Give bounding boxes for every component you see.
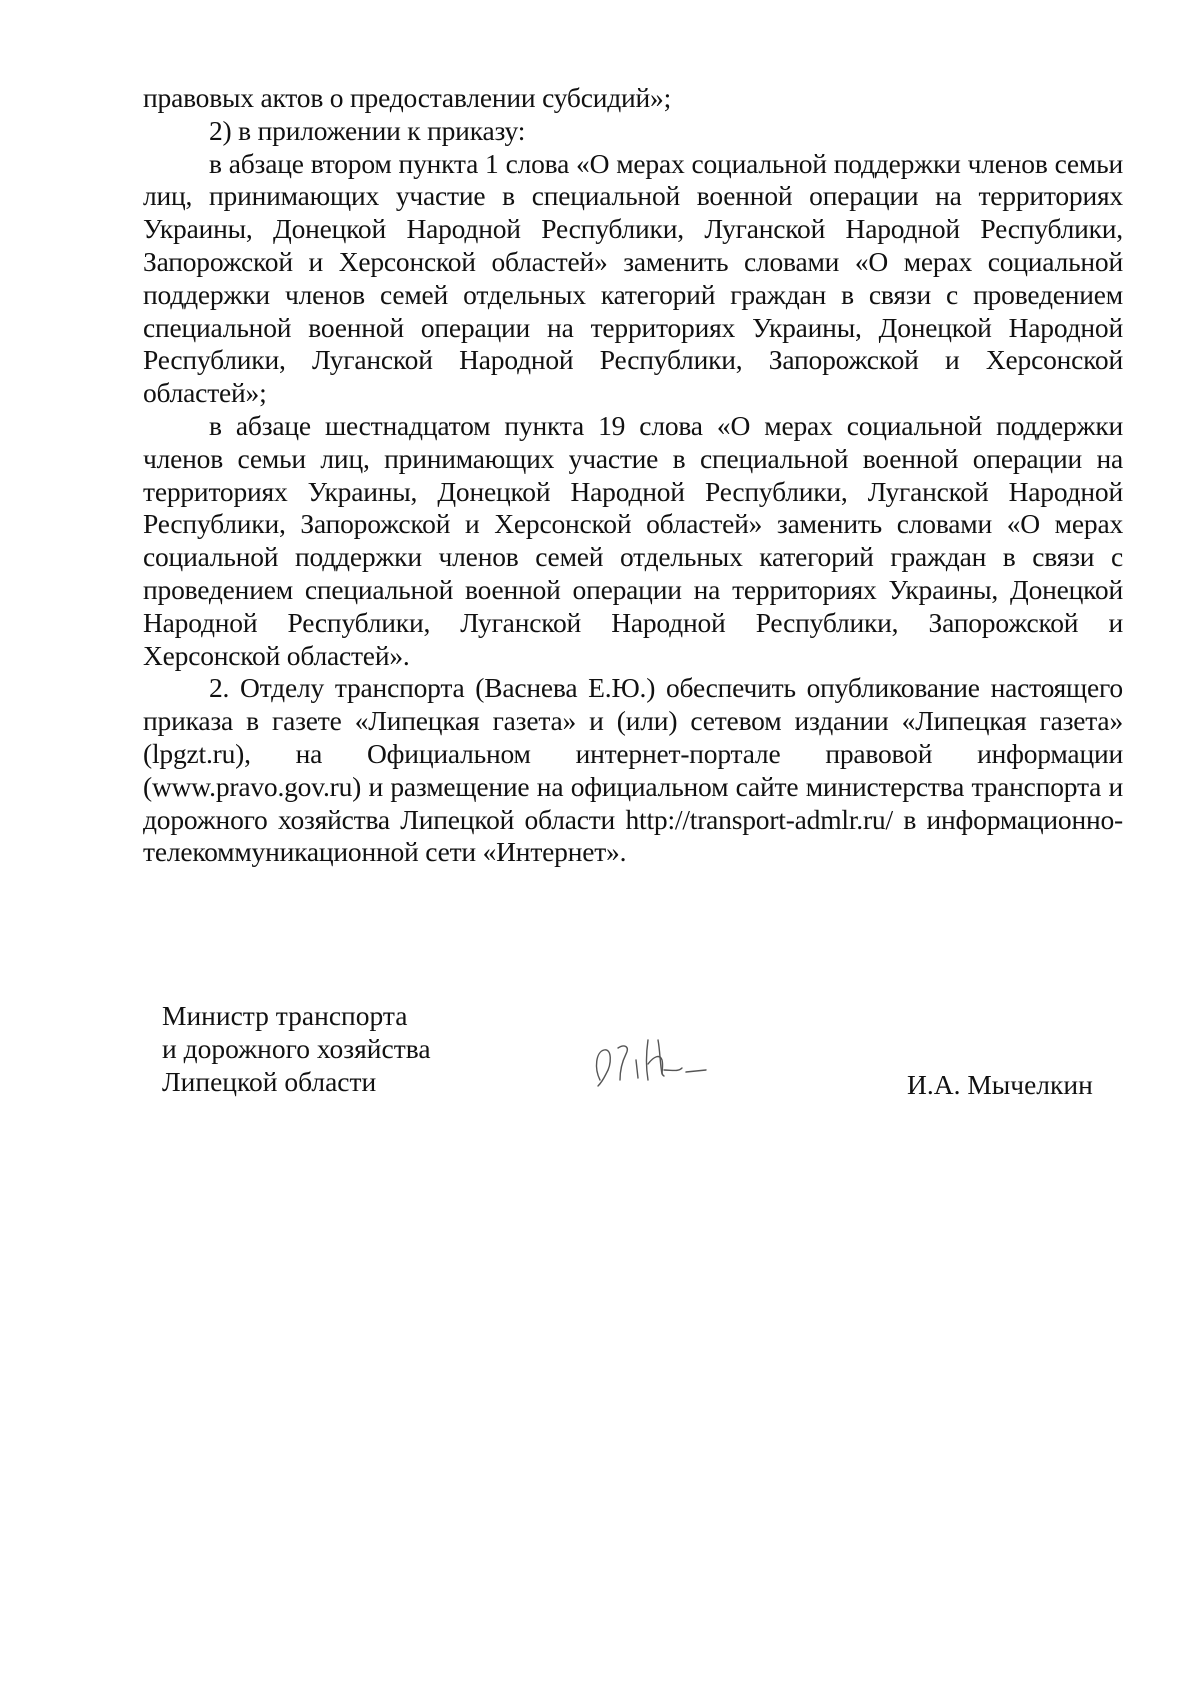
handwritten-signature-icon	[590, 1030, 730, 1090]
paragraph-publication-order: 2. Отделу транспорта (Васнева Е.Ю.) обеспечить опубликование настоящего приказа в газете «Липецкая газета» и (или) сетевом издании «Липецкая газета» (lpgzt.ru), на Официальном интернет-портале правовой информации (www.pravo.gov.ru) и размещение на официальном сайте министерства транспорта и дорожного хозяйства Липецкой области http://transport-admlr.ru/ в информационно-телекоммуникационной сети «Интернет».	[143, 672, 1123, 868]
signatory-title-line: Липецкой области	[162, 1065, 377, 1097]
signatory-title-line: и дорожного хозяйства	[162, 1032, 431, 1064]
paragraph-continuation: правовых актов о предоставлении субсидий»;	[143, 82, 672, 113]
paragraph-item-19-amendment: в абзаце шестнадцатом пункта 19 слова «О мерах социальной поддержки членов семьи лиц, принимающих участие в специальной военной операции на территориях Украины, Донецкой Народной Республики, Луганской Народной Республики, Запорожской и Херсонской областей» заменить словами «О мерах социальной поддержки членов семей отдельных категорий граждан в связи с проведением специальной военной операции на территориях Украины, Донецкой Народной Республики, Луганской Народной Республики, Запорожской и Херсонской областей».	[143, 409, 1123, 671]
paragraph-item-1-amendment: в абзаце втором пункта 1 слова «О мерах социальной поддержки членов семьи лиц, принимающих участие в специальной военной операции на территориях Украины, Донецкой Народной Республики, Луганской Народной Республики, Запорожской и Херсонской областей» заменить словами «О мерах социальной поддержки членов семей отдельных категорий граждан в связи с проведением специальной военной операции на территориях Украины, Донецкой Народной Республики, Луганской Народной Республики, Запорожской и Херсонской областей»;	[143, 147, 1123, 409]
signatory-title	[162, 1000, 431, 1098]
paragraph-appendix-intro: 2) в приложении к приказу:	[209, 114, 526, 146]
signatory-name: И.А. Мычелкин	[907, 1069, 1093, 1100]
document-body	[143, 82, 1123, 869]
signatory-title-line: Министр транспорта	[162, 1000, 408, 1031]
